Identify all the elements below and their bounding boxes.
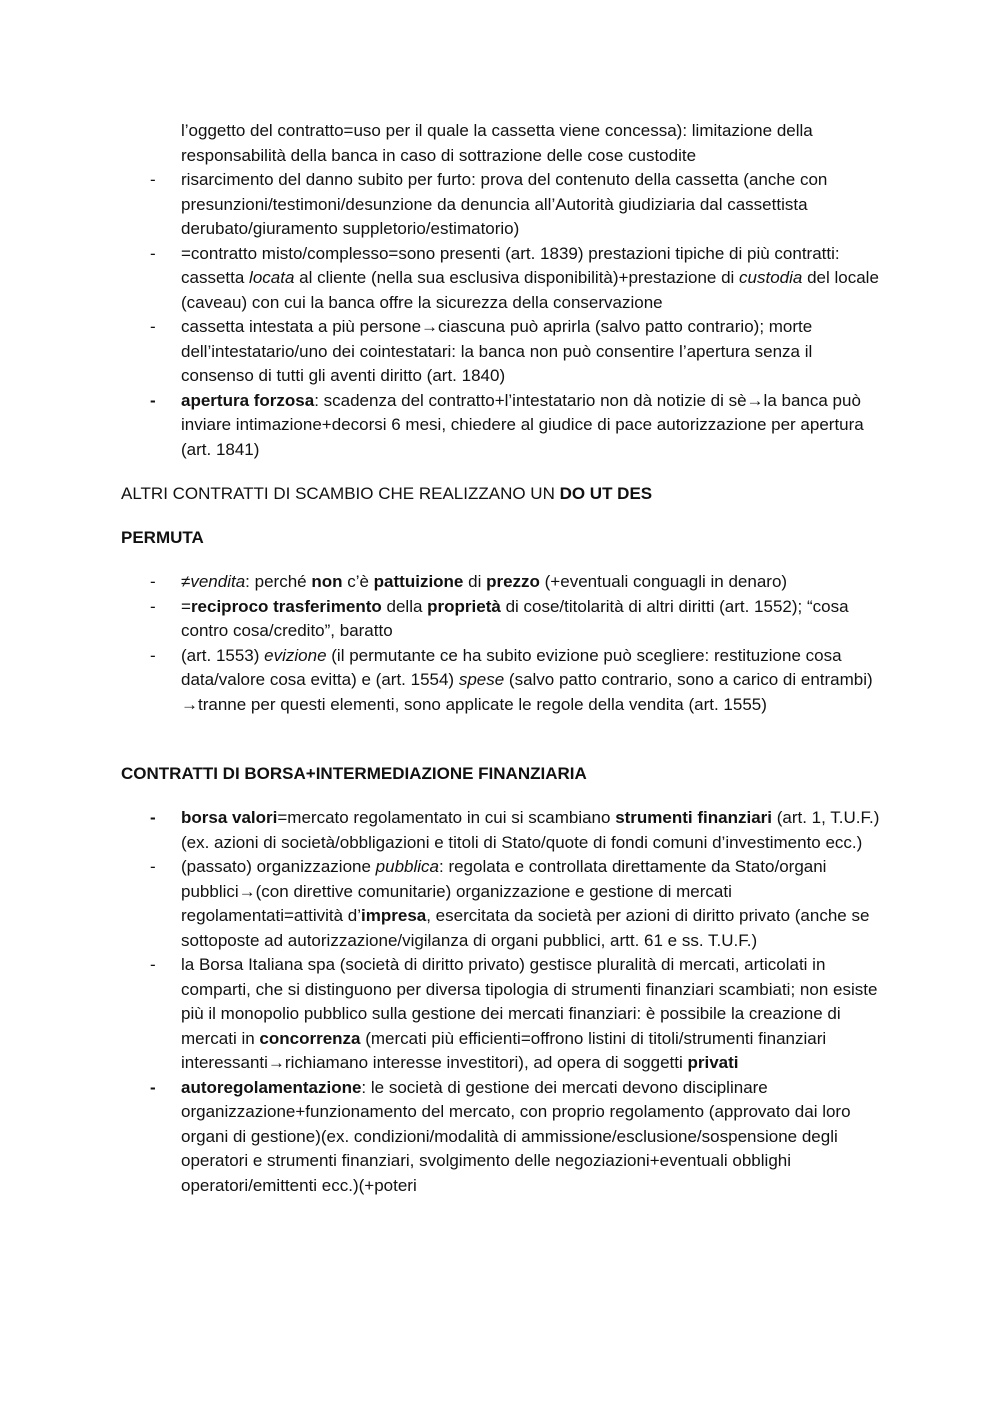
text-run: : scadenza del contratto+l’intestatario non dà notizie di sè→la banca può inviare intimazione+decorsi 6 mesi, chiedere al giudice di pace autorizzazione per apertura (art. 1841): [181, 390, 864, 459]
italic-term: locata: [249, 268, 295, 287]
bold-term: strumenti finanziari: [615, 808, 772, 827]
text-run: (salvo patto contrario, sono a carico di entrambi) →tranne per questi elementi, sono applicate le regole della vendita (art. 1555): [181, 670, 873, 714]
bold-term: privati: [687, 1053, 739, 1072]
text-run: (passato) organizzazione: [181, 857, 376, 876]
bold-term: concorrenza: [259, 1028, 361, 1048]
bold-term: autoregolamentazione: [181, 1077, 362, 1097]
list-item: [0, 570, 1000, 595]
text-run: ≠: [181, 572, 191, 591]
italic-term: evizione: [264, 645, 327, 665]
text-run: (+eventuali conguagli in denaro): [539, 572, 788, 591]
list-item: [0, 1076, 1000, 1199]
bold-term: impresa: [361, 906, 427, 925]
bold-term: proprietà: [427, 596, 501, 616]
permuta-bullet-list: [0, 570, 1000, 717]
text-run: : perché: [245, 572, 312, 591]
top-bullet-list: [0, 119, 1000, 462]
dash-bullet: -: [150, 857, 156, 876]
list-item-text: [181, 808, 879, 852]
bold-term: pattuizione: [373, 572, 464, 591]
text-run: l’oggetto del contratto=uso per il quale la cassetta viene concessa): limitazione della responsabilità della banca in caso di sottrazione delle cose custodite: [181, 121, 813, 165]
list-item-text: [181, 170, 827, 238]
text-run: : le società di gestione dei mercati devono disciplinare organizzazione+funzionamento del mercato, con proprio regolamento (approvato dai loro organi di gestione)(ex. condizioni/modalità di ammissione/esclusione/sospensione degli operatori e strumenti finanziari, svolgimento delle negoziazioni+eventuali obblighi operatori/emittenti ecc.)(+poteri: [181, 1077, 851, 1195]
heading-emphasis: DO UT DES: [559, 484, 653, 503]
text-run: (art. 1, T.U.F.)(ex. azioni di società/obbligazioni e titoli di Stato/quote di fondi comuni d’investimento ecc.): [181, 808, 880, 852]
text-run: : regolata e controllata direttamente da Stato/organi pubblici→(con direttive comunitarie) organizzazione e gestione di mercati regolamentati=attività d’: [181, 857, 827, 925]
dash-bullet: -: [150, 170, 156, 189]
text-run: la Borsa Italiana spa (società di diritto privato) gestisce pluralità di mercati, articolati in comparti, che si distinguono per diversa tipologia di strumenti finanziari scambiati; non esiste più il monopolio pubblico sulla gestione dei mercati finanziari: è possibile la creazione di mercati in: [181, 955, 878, 1048]
dash-bullet: -: [150, 390, 156, 410]
text-run: al cliente (nella sua esclusiva disponibilità)+prestazione di: [294, 268, 740, 287]
italic-term: vendita: [190, 572, 246, 591]
bold-term: borsa valori: [181, 808, 278, 827]
dash-bullet: -: [150, 1077, 156, 1097]
list-item-text: [181, 572, 787, 591]
text-run: del locale (caveau) con cui la banca offre la sicurezza della conservazione: [181, 268, 879, 312]
dash-bullet: -: [150, 572, 156, 591]
list-item: [0, 595, 1000, 644]
list-item-text: [181, 857, 869, 950]
text-run: c’è: [342, 572, 374, 591]
list-item: [0, 855, 1000, 953]
dash-bullet: -: [150, 808, 156, 827]
list-item: [0, 389, 1000, 463]
text-run: cassetta intestata a più persone→ciascuna può aprirla (salvo patto contrario); morte dell’intestatario/uno dei cointestatari: la banca non può consentire l’apertura senza il consenso di tutti gli aventi diritto (art. 1840): [181, 317, 813, 385]
dash-bullet: -: [150, 645, 156, 665]
text-run: (il permutante ce ha subito evizione può scegliere: restituzione cosa data/valore cosa evitta) e (art. 1554): [181, 645, 842, 689]
section-heading-borsa: CONTRATTI DI BORSA+INTERMEDIAZIONE FINANZIARIA: [121, 764, 587, 783]
text-run: della: [381, 596, 428, 616]
list-item: [0, 806, 1000, 855]
continued-text: [0, 119, 1000, 168]
bold-term: reciproco trasferimento: [190, 596, 382, 616]
italic-term: spese: [458, 670, 505, 689]
text-run: (art. 1553): [181, 645, 265, 665]
list-item-text: [181, 317, 812, 385]
italic-term: pubblica: [375, 857, 439, 876]
text-run: =contratto misto/complesso=sono presenti (art. 1839) prestazioni tipiche di più contratti: cassetta: [181, 243, 840, 287]
text-run: di: [463, 572, 487, 591]
list-item-text: [181, 646, 873, 714]
text-run: di cose/titolarità di altri diritti (art. 1552); “cosa contro cosa/credito”, baratto: [181, 596, 849, 640]
section-heading-permuta: PERMUTA: [121, 528, 204, 547]
dash-bullet: -: [150, 317, 156, 336]
list-item-text: [181, 955, 877, 1072]
bold-term: apertura forzosa: [181, 390, 315, 410]
dash-bullet: -: [150, 243, 156, 263]
bold-term: non: [311, 572, 343, 591]
text-run: risarcimento del danno subito per furto: prova del contenuto della cassetta (anche con presunzioni/testimoni/desunzione da denuncia all’Autorità giudiziaria dal cassettista derubato/giuramento suppletorio/estimatorio): [181, 170, 828, 238]
list-item: [0, 315, 1000, 389]
text-run: =mercato regolamentato in cui si scambiano: [277, 808, 616, 827]
list-item: [0, 644, 1000, 718]
list-item: [0, 168, 1000, 242]
dash-bullet: -: [150, 596, 156, 616]
list-item-text: [181, 1078, 851, 1195]
heading-text: ALTRI CONTRATTI DI SCAMBIO CHE REALIZZANO UN: [121, 484, 560, 503]
list-item-text: [181, 244, 879, 312]
borsa-bullet-list: [0, 806, 1000, 1198]
bold-term: prezzo: [486, 572, 540, 591]
text-run: =: [181, 596, 191, 616]
italic-term: custodia: [739, 268, 803, 287]
list-item: [0, 242, 1000, 316]
text-run: (mercati più efficienti=offrono listini di titoli/strumenti finanziari interessanti→richiamano interesse investitori), ad opera di soggetti: [181, 1028, 827, 1072]
list-item-text: [181, 597, 849, 641]
dash-bullet: -: [150, 955, 156, 974]
text-run: , esercitata da società per azioni di diritto privato (anche se sottoposte ad autorizzazione/vigilanza di organi pubblici, artt. 61 e ss. T.U.F.): [181, 906, 870, 950]
list-item-text: [181, 391, 864, 459]
section-heading-altri-contratti: [121, 482, 652, 507]
list-item: [0, 953, 1000, 1076]
